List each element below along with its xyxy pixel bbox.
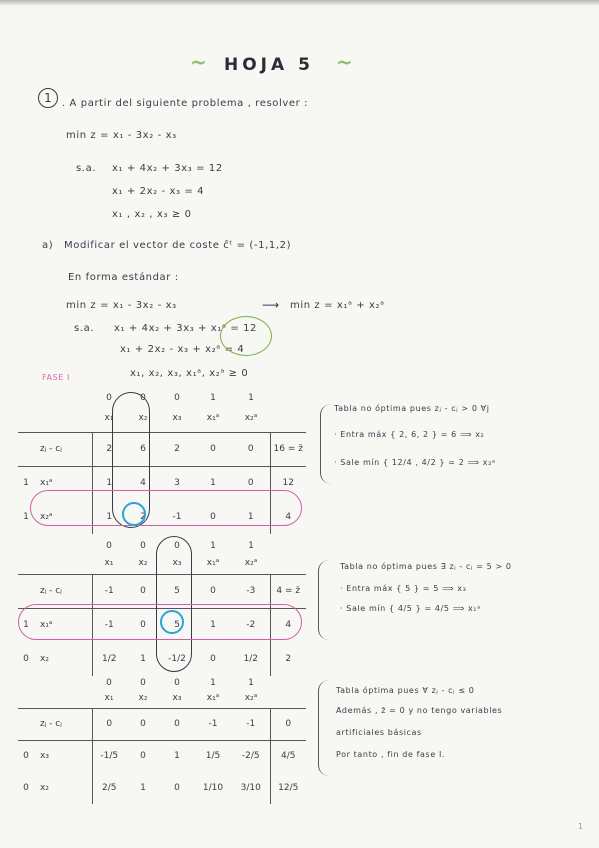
part-a-label: a) [42,240,54,251]
table-cell: 0 [194,432,232,466]
cost-label: 0 [106,678,112,688]
page-title: HOJA 5 [224,55,314,75]
table-cell: -3 [232,574,270,608]
cost-label: 1 [210,541,216,551]
cost-label: 0 [174,678,180,688]
cost-label: 0 [174,393,180,403]
table-cell: 1/2 [92,642,126,676]
row-basis: x₁ᵃ [34,466,92,500]
table1-note: · Entra máx { 2, 6, 2 } = 6 ⟹ x₂ [334,430,485,439]
fase-label: FASE I [42,373,70,382]
column-header: x₃ [172,557,182,568]
column-header: x₂ [138,412,148,423]
table1-note: · Sale mín { 12/4 , 4/2 } = 2 ⟹ x₂ᵃ [334,458,496,467]
rhs-cell: 4 [270,608,306,642]
row-basis: x₁ᵃ [34,608,92,642]
std-constraint-2: x₁ + 2x₂ - x₃ + x₂ᵃ = 4 [120,344,245,355]
problem-sa-label: s.a. [76,163,97,174]
table2-note: · Sale mín { 4/5 } = 4/5 ⟹ x₁ᵃ [340,604,481,613]
cost-label: 1 [248,393,254,403]
table-cell: 5 [160,608,194,642]
notes-bracket [318,560,329,640]
exercise-number: 1 [38,88,58,108]
row-basis: zⱼ - cⱼ [34,574,92,608]
table-cell: 0 [232,466,270,500]
table-cell: -1 [194,708,232,740]
column-header: x₂ᵃ [244,557,258,568]
column-header: x₃ [172,412,182,423]
simplex-table-3 [18,678,306,804]
table-cell: 1 [140,783,146,793]
row-prefix [18,432,34,466]
rhs-cell: 2 [270,642,306,676]
row-basis: x₂ [40,783,49,793]
table-cell: 4 [126,466,160,500]
problem-constraint-1: x₁ + 4x₂ + 3x₃ = 12 [112,163,223,174]
std-constraint-3: x₁, x₂, x₃, x₁ᵃ, x₂ᵃ ≥ 0 [130,368,249,379]
table-cell: 5 [160,574,194,608]
table3-note: Además , z̄ = 0 y no tengo variables [336,706,503,715]
cost-label: 1 [210,393,216,403]
cost-label: 0 [106,541,112,551]
table-cell: 1 [92,466,126,500]
column-header: x₁ᵃ [206,412,220,423]
table-cell: -2/5 [232,740,270,772]
column-header: x₁ [104,557,114,568]
row-prefix: 0 [23,783,29,793]
table-cell: 0 [210,512,216,522]
std-objective: min z = x₁ - 3x₂ - x₃ [66,300,177,311]
column-header: x₁ᵃ [206,557,220,568]
table-cell: 2/5 [92,772,126,804]
problem-intro: . A partir del siguiente problema , resolver : [62,98,309,109]
row-basis: zⱼ - cⱼ [34,708,92,740]
page-top-shadow [0,0,599,6]
table-cell: 1/2 [243,654,258,664]
row-basis: x₂ᵃ [40,512,53,522]
table-cell: 0 [92,708,126,740]
rhs-cell: 4 = z̄ [270,574,306,608]
table1-note: Tabla no óptima pues zⱼ - cⱼ > 0 ∀j [334,404,490,413]
table-cell: -2 [232,608,270,642]
cost-label: 0 [140,541,146,551]
table-cell: 0 [126,608,160,642]
rhs-cell: 16 = z̄ [270,432,306,466]
phase1-objective: min z = x₁ᵃ + x₂ᵃ [290,300,385,311]
problem-constraint-2: x₁ + 2x₂ - x₃ = 4 [112,186,205,197]
table-cell: 0 [160,708,194,740]
notes-bracket [318,680,329,776]
table3-note: Tabla óptima pues ∀ zⱼ - cⱼ ≤ 0 [336,686,475,695]
std-constraint-1: x₁ + 4x₂ + 3x₃ + x₁ᵃ = 12 [114,323,258,334]
row-basis: x₂ [40,654,49,664]
pivot-element-circle [122,502,146,526]
cost-label: 1 [248,678,254,688]
column-header: x₁ᵃ [206,692,220,703]
column-header: x₁ [104,692,114,703]
table3-note: Por tanto , fin de fase I. [336,750,446,759]
table-cell: 2 [92,432,126,466]
table-cell: 1 [194,608,232,642]
table-cell: 1/5 [194,740,232,772]
pivot-row-oval [30,490,302,526]
page-number: 1 [578,822,584,831]
title-wave-right: ~ [336,50,354,74]
std-arrow: ⟶ [262,298,280,312]
row-prefix: 1 [23,512,29,522]
artificial-vars-highlight [220,316,272,356]
table-cell: 0 [126,740,160,772]
table-cell: 1 [160,740,194,772]
table-cell: -1 [232,708,270,740]
row-prefix: 1 [18,608,34,642]
column-header: x₃ [172,692,182,703]
std-sa-label: s.a. [74,323,95,334]
table-cell: 0 [126,708,160,740]
rhs-cell: 0 [270,708,306,740]
table3-note: artificiales básicas [336,728,422,737]
row-basis: zⱼ - cⱼ [34,432,92,466]
table-cell: 2 [140,512,146,522]
table2-note: Tabla no óptima pues ∃ zⱼ - cⱼ = 5 > 0 [340,562,512,571]
rhs-cell: 4/5 [270,740,306,772]
table-cell: 0 [174,783,180,793]
row-prefix [18,708,34,740]
table-cell: 1/10 [202,783,224,793]
standard-form-heading: En forma estándar : [68,272,179,283]
table-cell: 0 [126,574,160,608]
problem-constraint-3: x₁ , x₂ , x₃ ≥ 0 [112,209,192,220]
column-header: x₂ᵃ [244,692,258,703]
table-cell: -1/5 [92,740,126,772]
table-cell: 1 [247,512,254,522]
title-wave-left: ~ [190,50,208,74]
cost-label: 0 [140,678,146,688]
table-cell: -1 [92,574,126,608]
row-prefix: 1 [18,466,34,500]
part-a-statement: Modificar el vector de coste ĉᵗ = (-1,1,2) [64,240,292,251]
cost-label: 0 [106,393,112,403]
table-cell: 1 [194,466,232,500]
table2-note: · Entra máx { 5 } = 5 ⟹ x₃ [340,584,467,593]
column-header: x₂ [138,557,148,568]
table-cell: -1 [92,608,126,642]
problem-objective: min z = x₁ - 3x₂ - x₃ [66,130,177,141]
table-cell: 6 [126,432,160,466]
table-cell: 1 [140,654,146,664]
cost-label: 0 [140,393,146,403]
row-prefix [18,574,34,608]
rhs-cell: 12/5 [270,772,306,804]
table-cell: 3/10 [240,783,261,793]
table-cell: 2 [160,432,194,466]
column-header: x₂ᵃ [244,412,258,423]
table-cell: 3 [160,466,194,500]
table-cell: -1/2 [168,654,186,664]
row-prefix: 0 [18,740,34,772]
table-cell: 1 [92,500,126,534]
table-cell: 0 [210,654,216,664]
column-header: x₂ [138,692,148,703]
table-cell: 0 [232,432,270,466]
rhs-cell: 12 [270,466,306,500]
notes-bracket [320,404,331,484]
cost-label: 1 [248,541,254,551]
row-prefix: 0 [23,654,29,664]
cost-label: 0 [174,541,180,551]
column-header: x₁ [104,412,114,423]
cost-label: 1 [210,678,216,688]
pivot-element-circle [160,610,184,634]
table-cell: -1 [172,512,182,522]
row-basis: x₃ [34,740,92,772]
table-cell: 0 [194,574,232,608]
rhs-cell: 4 [270,500,306,534]
